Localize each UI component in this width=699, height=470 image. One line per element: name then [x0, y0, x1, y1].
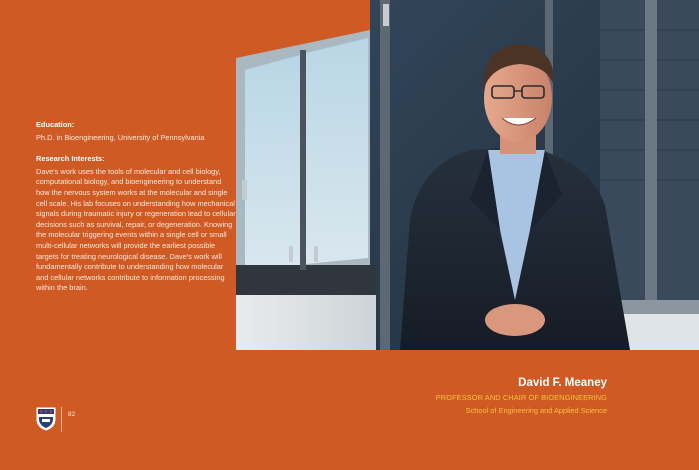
footer-divider: [61, 407, 62, 432]
penn-shield-icon: [36, 407, 56, 431]
person-school: School of Engineering and Applied Science: [465, 406, 607, 415]
education-heading: Education:: [36, 120, 75, 129]
page-number: 82: [68, 411, 76, 418]
education-text: Ph.D. in Bioengineering, University of Pennsylvania: [36, 132, 205, 142]
person-name: David F. Meaney: [518, 377, 607, 389]
profile-caption: [436, 377, 607, 415]
research-text: Dave's work uses the tools of molecular and cell biology, computational biology, and bioengineering to understand how the nervous system works at the molecular and single cell scale. His lab focuses on understanding how mechanical signals during traumatic injury or regeneration lead to cellular decisions such as survival, repair, or degeneration. Knowing the molecular triggering events within a single cell or small multi-cellular networks will provide the earliest possible targets for treating neurological disease. Dave's work will fundamentally contribute to understanding how molecular and cellular networks contribute to information processing within the brain.: [36, 166, 236, 293]
research-heading: Research Interests:: [36, 154, 105, 164]
person-title: PROFESSOR AND CHAIR OF BIOENGINEERING: [435, 393, 607, 402]
bio-column: [36, 120, 236, 305]
